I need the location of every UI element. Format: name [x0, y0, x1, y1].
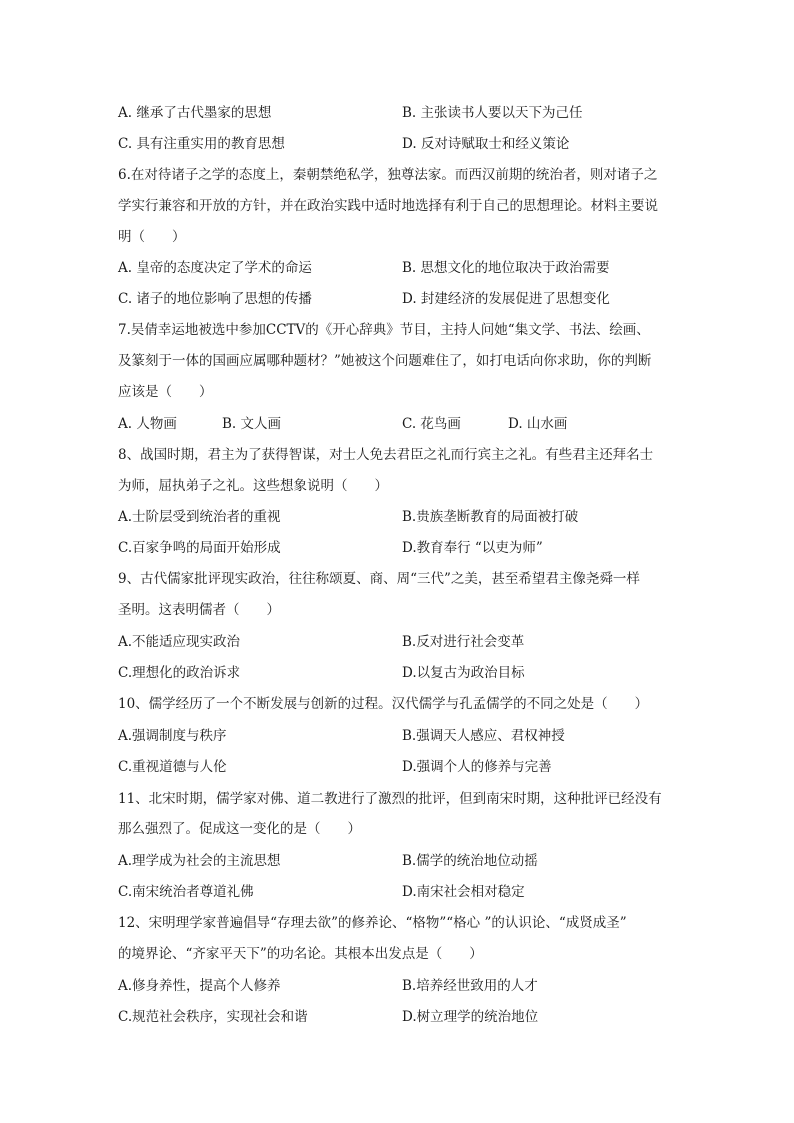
- q6-stem-line-3: 明（ ）: [118, 229, 186, 245]
- q7-stem-line-1: 7.吴倩幸运地被选中参加CCTV的《开心辞典》节目，主持人问她“集文学、书法、绘画、: [118, 322, 650, 338]
- q6-option-d: D. 封建经济的发展促进了思想变化: [402, 291, 610, 307]
- q7-option-b: B. 文人画: [222, 416, 282, 432]
- q11-option-b: B.儒学的统治地位动摇: [402, 853, 538, 869]
- q8-option-d: D.教育奉行 “以吏为师”: [402, 540, 543, 556]
- q9-option-b: B.反对进行社会变革: [402, 634, 525, 650]
- q5-option-c: C. 具有注重实用的教育思想: [118, 136, 285, 152]
- q11-option-c: C.南宋统治者尊道礼佛: [118, 884, 254, 900]
- q10-option-a: A.强调制度与秩序: [118, 728, 227, 744]
- q11-stem-line-1: 11、北宋时期，儒学家对佛、道二教进行了激烈的批评，但到南宋时期，这种批评已经没有: [118, 791, 662, 807]
- q7-stem-line-3: 应该是（ ）: [118, 384, 213, 400]
- q12-option-a: A.修身养性，提高个人修养: [118, 978, 281, 994]
- q6-stem-line-1: 6.在对待诸子之学的态度上，秦朝禁绝私学，独尊法家。而西汉前期的统治者，则对诸子之: [118, 167, 658, 183]
- q11-stem-line-2: 那么强烈了。促成这一变化的是（ ）: [118, 821, 361, 837]
- q11-option-d: D.南宋社会相对稳定: [402, 884, 525, 900]
- q9-stem-line-1: 9、古代儒家批评现实政治，往往称颂夏、商、周“三代”之美，甚至希望君主像尧舜一样: [118, 571, 640, 587]
- q5-option-a: A. 继承了古代墨家的思想: [118, 105, 272, 121]
- q11-option-a: A.理学成为社会的主流思想: [118, 853, 281, 869]
- q8-option-c: C.百家争鸣的局面开始形成: [118, 540, 281, 556]
- q12-stem-line-2: 的境界论、“齐家平天下”的功名论。其根本出发点是（ ）: [118, 946, 483, 962]
- q12-option-b: B.培养经世致用的人才: [402, 978, 538, 994]
- q7-option-c: C. 花鸟画: [402, 416, 461, 432]
- q6-option-a: A. 皇帝的态度决定了学术的命运: [118, 260, 312, 276]
- q5-option-d: D. 反对诗赋取士和经义策论: [402, 136, 570, 152]
- q6-stem-line-2: 学实行兼容和开放的方针，并在政治实践中适时地选择有利于自己的思想理论。材料主要说: [118, 198, 658, 214]
- q10-option-c: C.重视道德与人伦: [118, 759, 227, 775]
- q9-option-c: C.理想化的政治诉求: [118, 665, 241, 681]
- q8-option-a: A.士阶层受到统治者的重视: [118, 509, 281, 525]
- q9-option-d: D.以复古为政治目标: [402, 665, 525, 681]
- q9-option-a: A.不能适应现实政治: [118, 634, 241, 650]
- q10-option-d: D.强调个人的修养与完善: [402, 759, 552, 775]
- q12-stem-line-1: 12、宋明理学家普遍倡导“存理去欲”的修养论、“格物”“格心 ”的认识论、“成贤成圣”: [118, 915, 627, 931]
- q9-stem-line-2: 圣明。这表明儒者（ ）: [118, 602, 280, 618]
- q6-option-c: C. 诸子的地位影响了思想的传播: [118, 291, 312, 307]
- q12-option-d: D.树立理学的统治地位: [402, 1009, 539, 1025]
- q8-option-b: B.贵族垄断教育的局面被打破: [402, 509, 579, 525]
- q8-stem-line-2: 为师，屈执弟子之礼。这些想象说明（ ）: [118, 478, 388, 494]
- q10-stem-line-1: 10、儒学经历了一个不断发展与创新的过程。汉代儒学与孔孟儒学的不同之处是（ ）: [118, 696, 649, 712]
- q7-option-d: D. 山水画: [508, 416, 568, 432]
- q5-option-b: B. 主张读书人要以天下为己任: [402, 105, 583, 121]
- q10-option-b: B.强调天人感应、君权神授: [402, 728, 565, 744]
- q6-option-b: B. 思想文化的地位取决于政治需要: [402, 260, 610, 276]
- q7-option-a: A. 人物画: [118, 416, 177, 432]
- q7-stem-line-2: 及篆刻于一体的国画应属哪种题材？”她被这个问题难住了，如打电话向你求助，你的判断: [118, 353, 652, 369]
- q8-stem-line-1: 8、战国时期，君主为了获得智谋，对士人免去君臣之礼而行宾主之礼。有些君主还拜名士: [118, 447, 654, 463]
- q12-option-c: C.规范社会秩序，实现社会和谐: [118, 1009, 308, 1025]
